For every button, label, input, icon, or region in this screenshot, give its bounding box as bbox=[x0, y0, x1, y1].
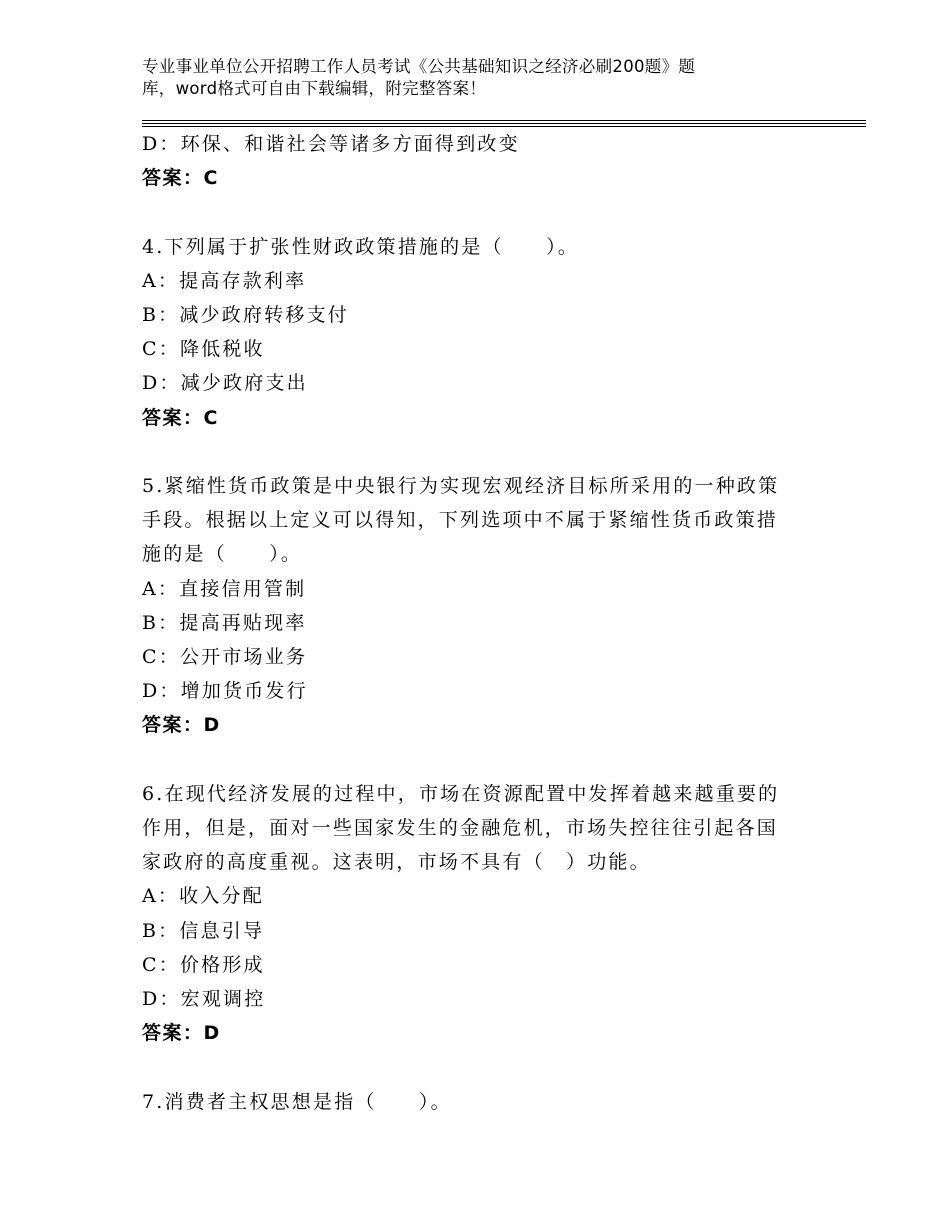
question-4-answer: 答案：C bbox=[142, 406, 219, 429]
question-6-option-b: B：信息引导 bbox=[142, 919, 265, 942]
document-header bbox=[142, 56, 782, 100]
question-4 bbox=[142, 230, 807, 435]
spacer bbox=[142, 743, 807, 777]
question-6-option-d: D：宏观调控 bbox=[142, 988, 266, 1011]
question-5-answer: 答案：D bbox=[142, 714, 221, 737]
question-4-option-d: D：减少政府支出 bbox=[142, 372, 308, 395]
question-5-option-a: A：直接信用管制 bbox=[142, 577, 307, 600]
question-6-option-c: C：价格形成 bbox=[142, 953, 265, 976]
header-title-line-2: 库，word格式可自由下载编辑，附完整答案！ bbox=[142, 79, 487, 98]
question-6-stem-line-1: 6.在现代经济发展的过程中，市场在资源配置中发挥着越来越重要的 bbox=[142, 782, 780, 805]
question-6-stem-line-2: 作用，但是，面对一些国家发生的金融危机，市场失控往往引起各国 bbox=[142, 817, 779, 840]
spacer bbox=[142, 1050, 807, 1084]
question-5-stem-line-1: 5.紧缩性货币政策是中央银行为实现宏观经济目标所采用的一种政策 bbox=[142, 475, 780, 497]
question-6-option-a: A：收入分配 bbox=[142, 885, 264, 908]
question-5-option-d: D：增加货币发行 bbox=[142, 680, 308, 703]
prev-question-option-d: D：环保、和谐社会等诸多方面得到改变 bbox=[142, 133, 520, 155]
question-5-stem-line-2: 手段。根据以上定义可以得知，下列选项中不属于紧缩性货币政策措 bbox=[142, 509, 779, 532]
question-7 bbox=[142, 1085, 807, 1119]
question-6-stem-line-3: 家政府的高度重视。这表明，市场不具有（ ）功能。 bbox=[142, 851, 651, 874]
question-5-stem-line-3: 施的是（ ）。 bbox=[142, 543, 303, 566]
question-6 bbox=[142, 777, 807, 1051]
question-7-stem: 7.消费者主权思想是指（ ）。 bbox=[142, 1090, 452, 1113]
question-4-stem: 4.下列属于扩张性财政政策措施的是（ ）。 bbox=[142, 235, 580, 258]
header-title-line-1: 专业事业单位公开招聘工作人员考试《公共基础知识之经济必刷200题》题 bbox=[142, 57, 696, 76]
question-5-option-b: B：提高再贴现率 bbox=[142, 611, 307, 634]
question-6-answer: 答案：D bbox=[142, 1022, 221, 1045]
header-rule-middle bbox=[142, 123, 866, 124]
header-rule-top bbox=[142, 120, 866, 121]
question-5-option-c: C：公开市场业务 bbox=[142, 646, 308, 669]
spacer bbox=[142, 435, 807, 469]
question-4-option-b: B：减少政府转移支付 bbox=[142, 304, 349, 326]
spacer bbox=[142, 195, 807, 229]
question-content bbox=[142, 127, 807, 1119]
question-4-option-c: C：降低税收 bbox=[142, 338, 265, 361]
prev-question-answer: 答案：C bbox=[142, 167, 219, 190]
question-5 bbox=[142, 469, 807, 743]
question-4-option-a: A：提高存款利率 bbox=[142, 269, 307, 292]
